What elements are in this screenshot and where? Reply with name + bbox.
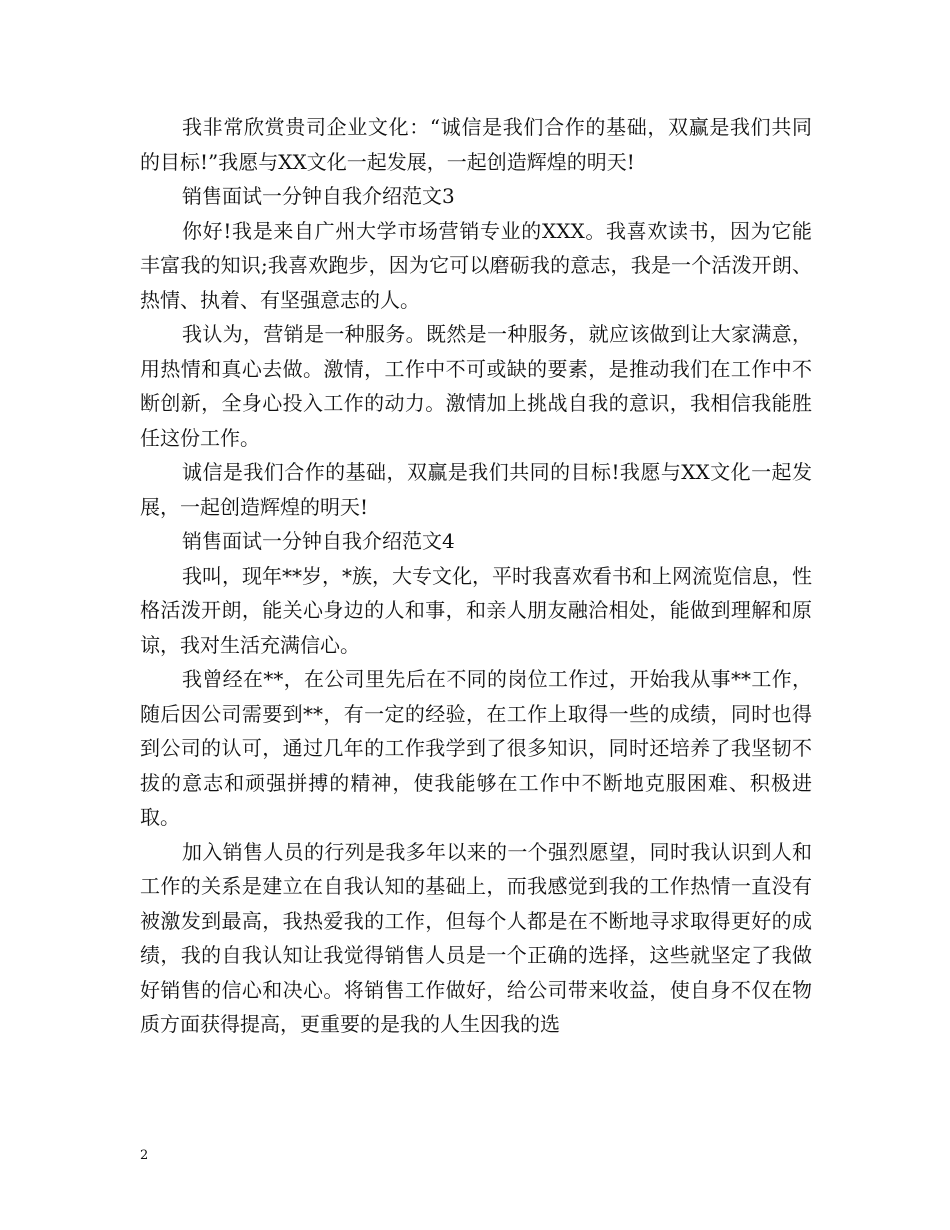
- section-heading-4: 销售面试一分钟自我介绍范文4: [182, 529, 455, 553]
- page-number: 2: [140, 1148, 149, 1163]
- paragraph-intro-4: 我叫，现年**岁，*族，大专文化，平时我喜欢看书和上网流览信息，性格活泼开朗，能关心身边的人和事，和亲人朋友融洽相处，能做到理解和原谅，我对生活充满信心。: [140, 563, 812, 657]
- paragraph-culture: 我非常欣赏贵司企业文化：“诚信是我们合作的基础，双赢是我们共同的目标!”我愿与XX文化一起发展，一起创造辉煌的明天!: [140, 115, 812, 174]
- paragraph-experience: 我曾经在**，在公司里先后在不同的岗位工作过，开始我从事**工作，随后因公司需要到**，有一定的经验，在工作上取得一些的成绩，同时也得到公司的认可，通过几年的工作我学到了很多知识，同时还培养了我坚韧不拔的意志和顽强拼搏的精神，使我能够在工作中不断地克服困难、积极进取。: [140, 667, 812, 829]
- paragraph-marketing-service: 我认为，营销是一种服务。既然是一种服务，就应该做到让大家满意，用热情和真心去做。激情，工作中不可或缺的要素，是推动我们在工作中不断创新，全身心投入工作的动力。激情加上挑战自我的意识，我相信我能胜任这份工作。: [140, 322, 812, 450]
- paragraph-integrity: 诚信是我们合作的基础，双赢是我们共同的目标!我愿与XX文化一起发展，一起创造辉煌的明天!: [140, 460, 812, 519]
- document-body: [140, 110, 812, 1042]
- section-heading-3: 销售面试一分钟自我介绍范文3: [182, 184, 455, 208]
- paragraph-motivation: 加入销售人员的行列是我多年以来的一个强烈愿望，同时我认识到人和工作的关系是建立在自我认知的基础上，而我感觉到我的工作热情一直没有被激发到最高，我热爱我的工作，但每个人都是在不断地寻求取得更好的成绩，我的自我认知让我觉得销售人员是一个正确的选择，这些就坚定了我做好销售的信心和决心。将销售工作做好，给公司带来收益，使自身不仅在物质方面获得提高，更重要的是我的人生因我的选: [140, 839, 812, 1036]
- paragraph-intro-3: 你好!我是来自广州大学市场营销专业的XXX。我喜欢读书，因为它能丰富我的知识;我喜欢跑步，因为它可以磨砺我的意志，我是一个活泼开朗、热情、执着、有坚强意志的人。: [140, 218, 812, 312]
